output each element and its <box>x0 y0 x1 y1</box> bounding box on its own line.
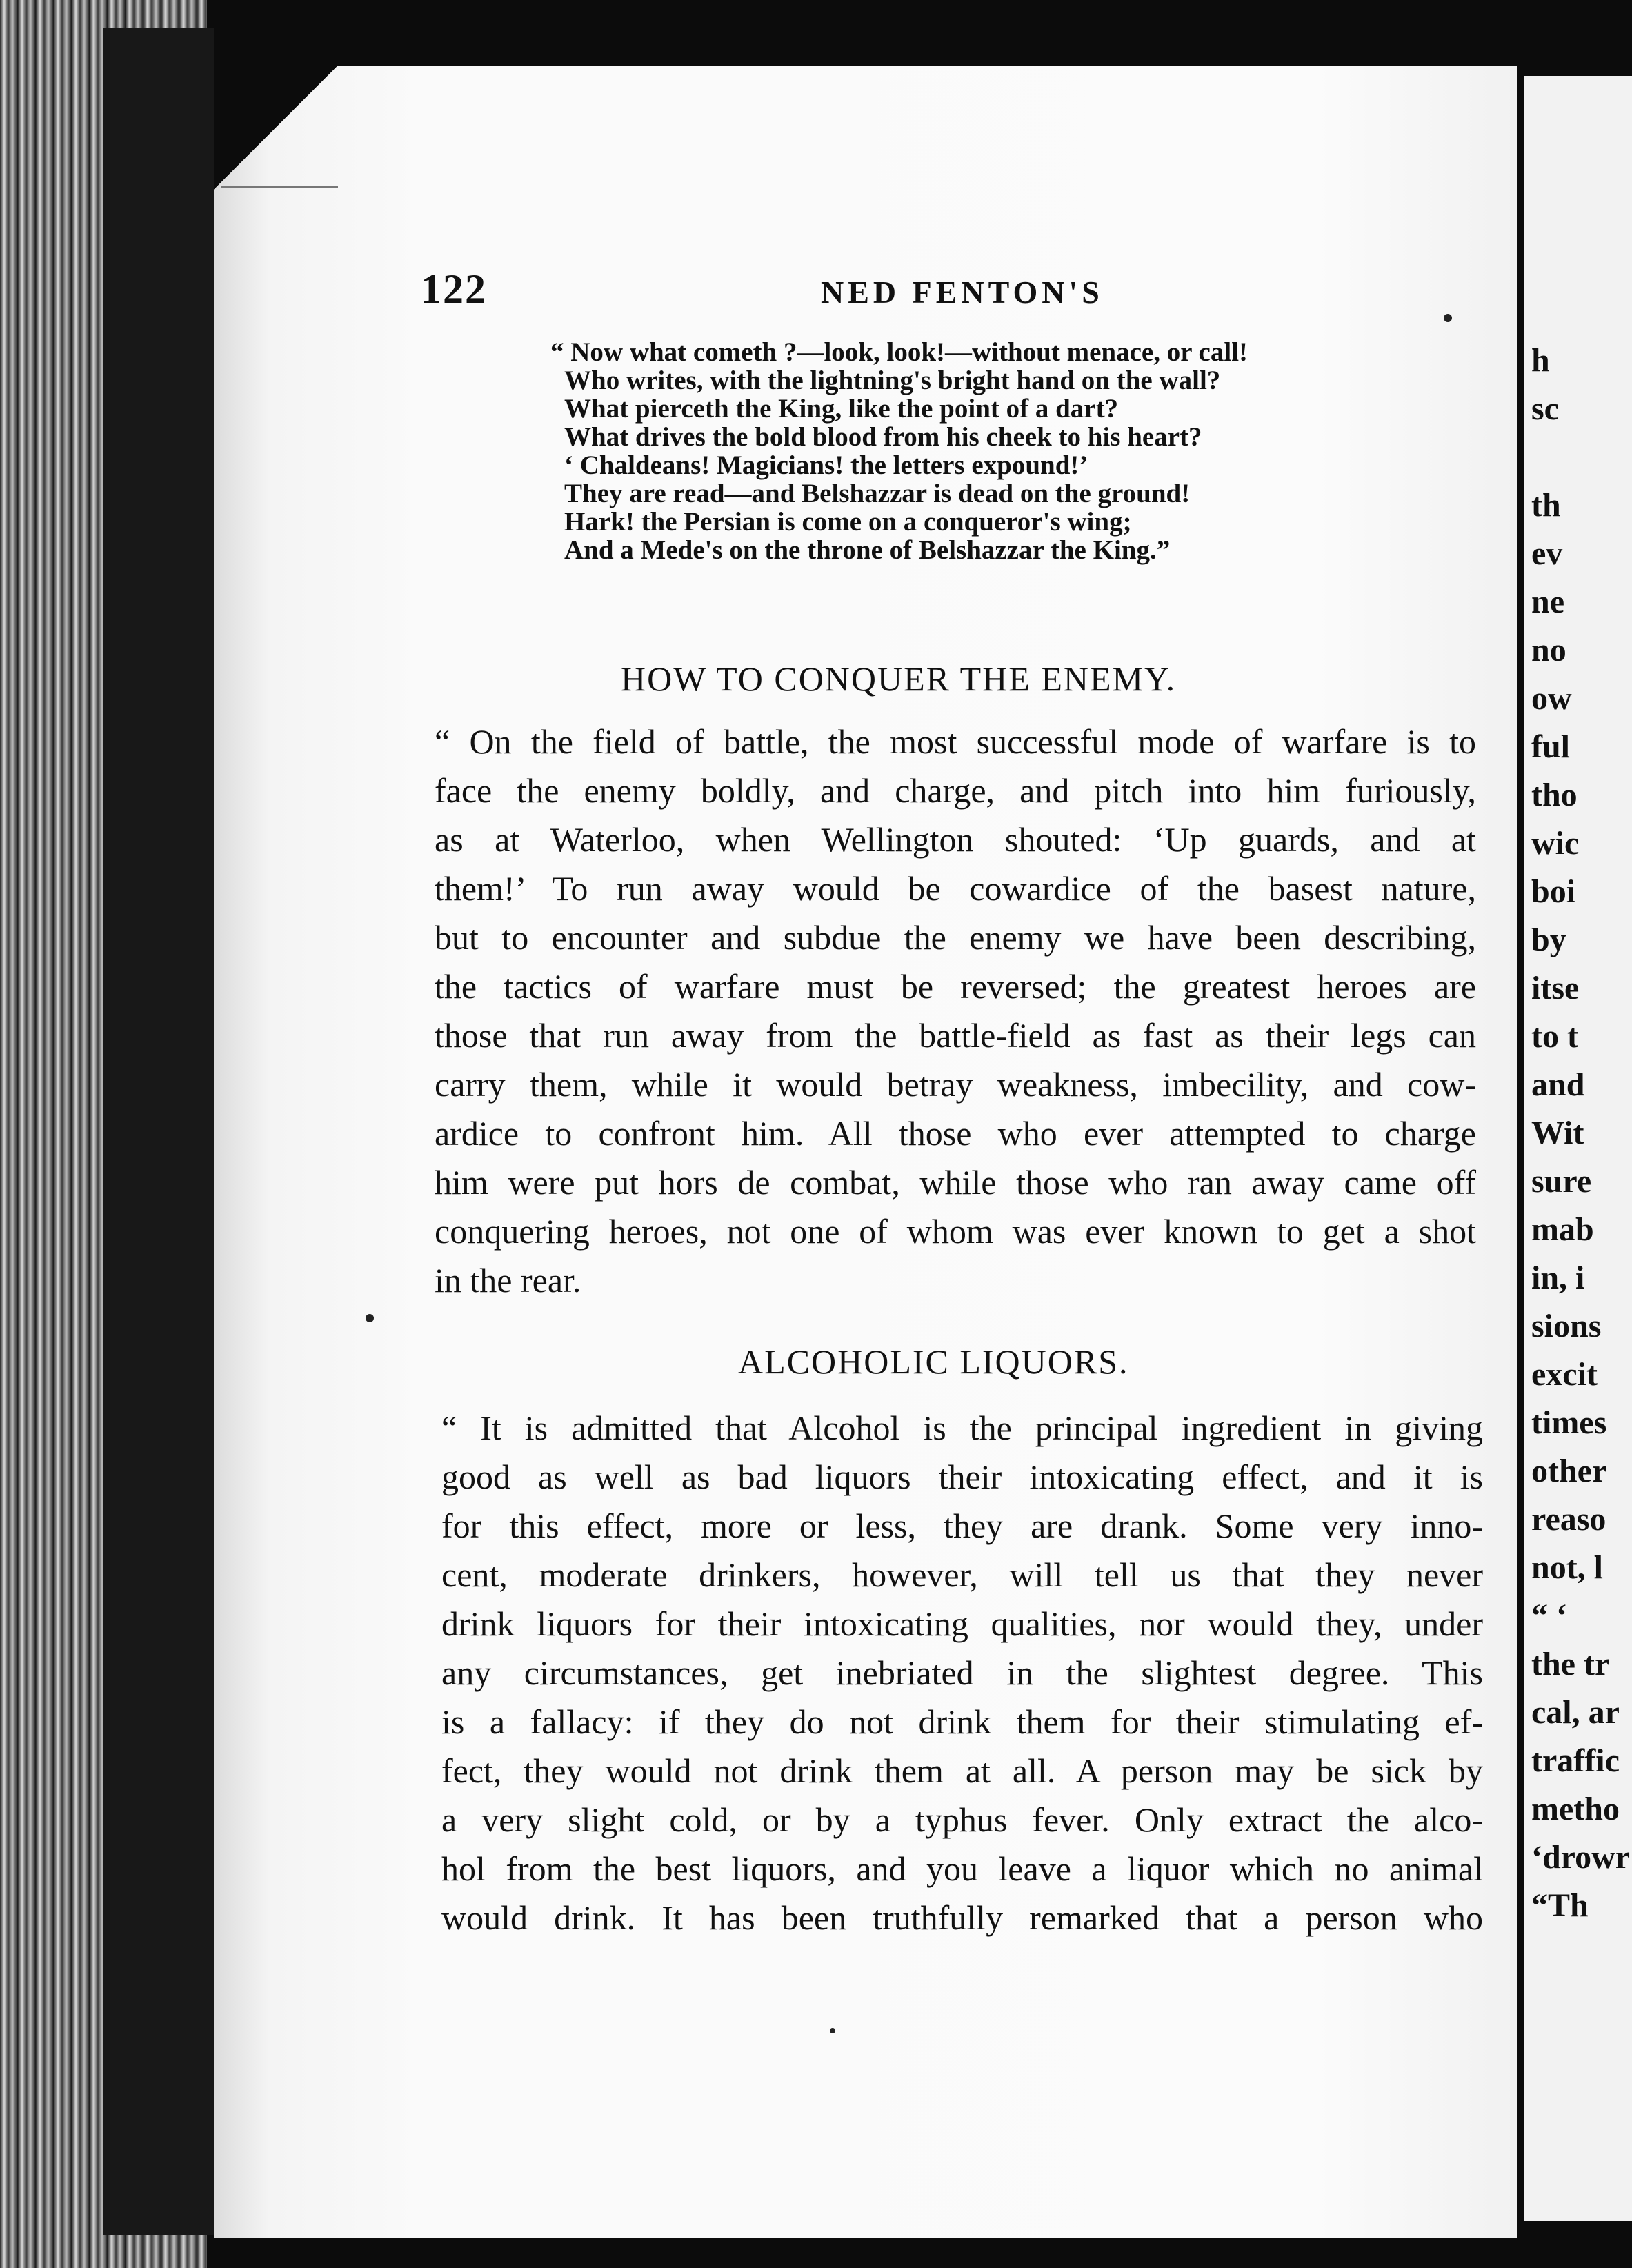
text-line: them!’ To run away would be cowardice of the basest nature, <box>435 869 1476 908</box>
facing-page-edge <box>1524 76 1632 2221</box>
facing-page-fragment: itse <box>1531 970 1580 1006</box>
text-line: but to encounter and subdue the enemy we have been describing, <box>435 918 1476 957</box>
text-line: cent, moderate drinkers, however, will tell us that they never <box>441 1555 1483 1594</box>
facing-page-fragment: sions <box>1531 1308 1602 1344</box>
page-corner-fold <box>214 66 338 190</box>
page-fold-crease <box>221 186 338 188</box>
facing-page-fragment: metho <box>1531 1791 1620 1827</box>
facing-page-fragment: ne <box>1531 584 1564 620</box>
poem-line: And a Mede's on the throne of Belshazzar the King.” <box>564 535 1171 565</box>
section-heading: HOW TO CONQUER THE ENEMY. <box>621 659 1177 698</box>
text-line: hol from the best liquors, and you leave a liquor which no animal <box>441 1849 1483 1888</box>
facing-page-fragment: sure <box>1531 1163 1592 1200</box>
poem-line: ‘ Chaldeans! Magicians! the letters expound!’ <box>564 450 1088 480</box>
running-head: NED FENTON'S <box>821 275 1104 310</box>
facing-page-fragment: reaso <box>1531 1501 1606 1538</box>
poem-quotation <box>550 337 1447 565</box>
section-heading: ALCOHOLIC LIQUORS. <box>738 1342 1129 1381</box>
facing-page-fragment: cal, ar <box>1531 1694 1620 1731</box>
poem-line: What pierceth the King, like the point of a dart? <box>564 394 1119 424</box>
facing-page-fragment: sc <box>1531 390 1559 427</box>
facing-page-fragment: tho <box>1531 777 1578 813</box>
ink-speck <box>830 2028 835 2033</box>
text-line: “ On the field of battle, the most successful mode of warfare is to <box>435 722 1476 761</box>
text-line: any circumstances, get inebriated in the slightest degree. This <box>441 1653 1483 1692</box>
facing-page-fragment: other <box>1531 1453 1607 1489</box>
poem-line: They are read—and Belshazzar is dead on the ground! <box>564 479 1191 508</box>
text-line: as at Waterloo, when Wellington shouted: ‘Up guards, and at <box>435 820 1476 859</box>
facing-page-fragment: no <box>1531 632 1566 668</box>
facing-page-fragment: mab <box>1531 1211 1594 1248</box>
facing-page-fragment: ‘drowr <box>1531 1839 1631 1876</box>
facing-page-fragment: boi <box>1531 873 1576 910</box>
facing-page-fragment: ful <box>1531 728 1571 765</box>
facing-page-fragment: by <box>1531 922 1566 958</box>
text-line: him were put hors de combat, while those who ran away came off <box>435 1163 1476 1202</box>
paragraph-conquer-enemy <box>435 717 1476 1305</box>
facing-page-fragment: traffic <box>1531 1742 1620 1779</box>
facing-page-fragment: “ ‘ <box>1531 1598 1567 1634</box>
text-line: is a fallacy: if they do not drink them for their stimulating ef- <box>441 1702 1483 1741</box>
facing-page-fragment: to t <box>1531 1018 1578 1055</box>
text-line: for this effect, more or less, they are drank. Some very inno- <box>441 1506 1483 1545</box>
facing-page-fragment: and <box>1531 1066 1585 1103</box>
text-line: drink liquors for their intoxicating qualities, nor would they, under <box>441 1604 1483 1643</box>
poem-line: Who writes, with the lightning's bright hand on the wall? <box>564 366 1221 395</box>
ink-speck <box>1444 314 1452 322</box>
text-line: a very slight cold, or by a typhus fever. Only extract the alco- <box>441 1800 1483 1839</box>
facing-page-fragment: ow <box>1531 680 1572 717</box>
text-line: those that run away from the battle-field as fast as their legs can <box>435 1016 1476 1055</box>
facing-page-fragment: “Th <box>1531 1887 1589 1924</box>
text-line: ardice to confront him. All those who ever attempted to charge <box>435 1114 1476 1153</box>
facing-page-fragment: h <box>1531 342 1550 379</box>
text-line: the tactics of warfare must be reversed; the greatest heroes are <box>435 967 1476 1006</box>
text-line: “ It is admitted that Alcohol is the principal ingredient in giving <box>441 1409 1483 1447</box>
text-line: carry them, while it would betray weakness, imbecility, and cow- <box>435 1065 1476 1104</box>
text-line: would drink. It has been truthfully remarked that a person who <box>441 1898 1483 1937</box>
ink-speck <box>366 1314 374 1322</box>
paragraph-alcoholic-liquors <box>441 1404 1483 1942</box>
poem-line: Hark! the Persian is come on a conqueror's wing; <box>564 507 1132 537</box>
poem-line: What drives the bold blood from his cheek to his heart? <box>564 422 1202 452</box>
facing-page-fragment: wic <box>1531 825 1580 862</box>
text-line: face the enemy boldly, and charge, and pitch into him furiously, <box>435 771 1476 810</box>
poem-line: “ Now what cometh ?—look, look!—without menace, or call! <box>550 337 1248 367</box>
text-line: fect, they would not drink them at all. A person may be sick by <box>441 1751 1483 1790</box>
book-spine-shadow <box>103 28 214 2235</box>
facing-page-fragment: th <box>1531 487 1561 524</box>
facing-page-fragment: excit <box>1531 1356 1598 1393</box>
text-line: conquering heroes, not one of whom was ever known to get a shot <box>435 1212 1476 1251</box>
page-header <box>421 266 1386 314</box>
text-line: in the rear. <box>435 1261 581 1300</box>
text-line: good as well as bad liquors their intoxicating effect, and it is <box>441 1458 1483 1496</box>
facing-page-fragment: in, i <box>1531 1260 1585 1296</box>
facing-page-fragment: Wit <box>1531 1115 1584 1151</box>
page-number: 122 <box>421 266 487 312</box>
facing-page-fragment: times <box>1531 1404 1607 1441</box>
facing-page-fragment: ev <box>1531 535 1563 572</box>
facing-page-fragment: not, l <box>1531 1549 1604 1586</box>
facing-page-fragment: the tr <box>1531 1646 1610 1682</box>
